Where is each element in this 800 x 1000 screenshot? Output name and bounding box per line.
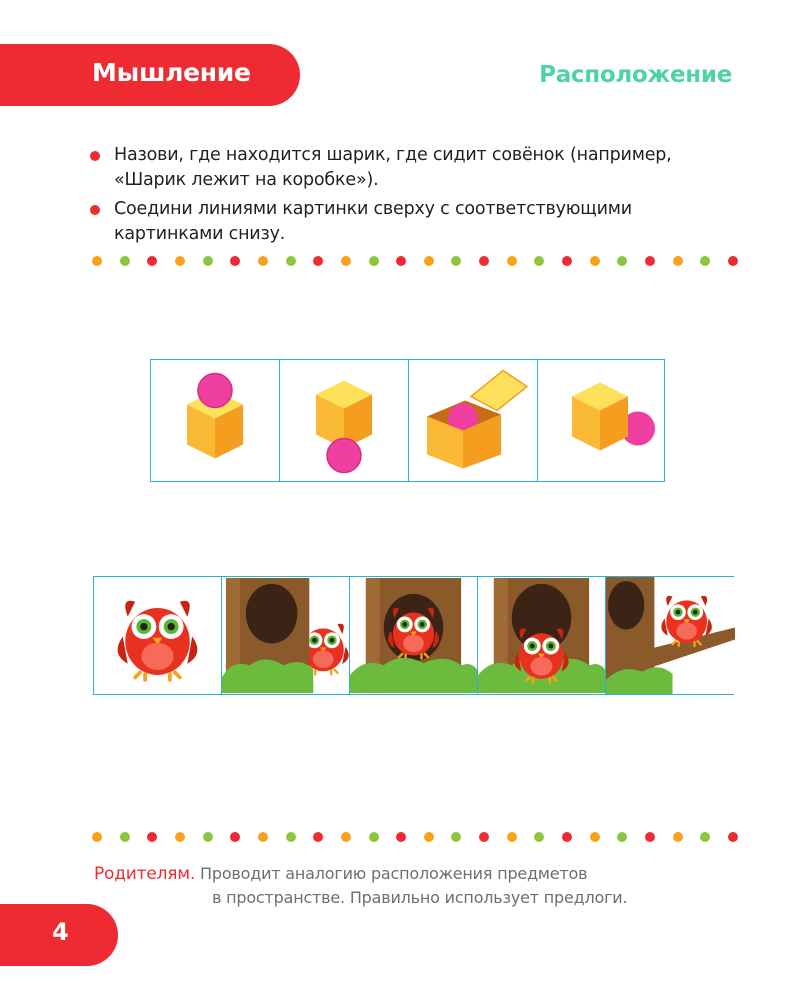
divider-dot [341, 256, 351, 266]
section-title: Расположение [539, 62, 732, 88]
divider-dot [286, 832, 296, 842]
owl-on-branch-picture [606, 577, 735, 694]
parents-note [94, 862, 734, 910]
instruction-1 [88, 143, 748, 193]
divider-dot [451, 832, 461, 842]
divider-dot [479, 832, 489, 842]
divider-dot [313, 832, 323, 842]
divider-dot [396, 832, 406, 842]
divider-dot [396, 256, 406, 266]
divider-dot [534, 256, 544, 266]
picture-ball-on-box[interactable] [151, 360, 280, 481]
picture-owl-standalone[interactable] [94, 577, 222, 694]
picture-ball-in-box[interactable] [409, 360, 538, 481]
picture-ball-under-box[interactable] [280, 360, 409, 481]
divider-dot [147, 256, 157, 266]
divider-dot [369, 832, 379, 842]
instruction-1-line-1: Назови, где находится шарик, где сидит совёнок (например, [114, 145, 672, 165]
divider-dot [617, 832, 627, 842]
instruction-2 [88, 197, 748, 247]
divider-dot [147, 832, 157, 842]
picture-owl-behind-tree[interactable] [222, 577, 350, 694]
ball-in-box-picture [409, 360, 537, 481]
divider-dot [673, 256, 683, 266]
divider-dot [120, 256, 130, 266]
divider-dot [645, 832, 655, 842]
divider-dot [479, 256, 489, 266]
divider-dot [562, 256, 572, 266]
divider-dot [534, 832, 544, 842]
owl-standalone-picture [94, 577, 221, 694]
divider-dot [92, 256, 102, 266]
parents-label: Родителям. [94, 864, 196, 884]
divider-dot [507, 256, 517, 266]
bullet-icon [90, 151, 100, 161]
divider-dot [258, 256, 268, 266]
picture-owl-in-front-of-tree[interactable] [478, 577, 606, 694]
owl-in-hollow-picture [350, 577, 477, 694]
owl-in-front-of-tree-picture [478, 577, 605, 694]
divider-dot [700, 832, 710, 842]
parents-line-2: в пространстве. Правильно использует предлоги. [212, 888, 628, 907]
picture-ball-behind-box[interactable] [538, 360, 666, 481]
divider-dot [369, 256, 379, 266]
divider-dot [590, 256, 600, 266]
top-picture-strip [150, 359, 665, 482]
instruction-2-line-1: Соедини линиями картинки сверху с соответствующими [114, 199, 632, 219]
divider-dot [120, 832, 130, 842]
owl-behind-tree-picture [222, 577, 349, 694]
category-title: Мышление [92, 58, 251, 87]
instructions [88, 143, 748, 251]
bottom-picture-strip [93, 576, 734, 695]
parents-line-1 [94, 862, 734, 886]
picture-owl-on-branch[interactable] [606, 577, 735, 694]
divider-dot [286, 256, 296, 266]
divider-dot [203, 832, 213, 842]
divider-dot [451, 256, 461, 266]
bullet-icon [90, 205, 100, 215]
divider-dot [175, 256, 185, 266]
divider-dot [617, 256, 627, 266]
dotted-divider-top [92, 256, 738, 268]
divider-dot [728, 832, 738, 842]
divider-dot [728, 256, 738, 266]
divider-dot [562, 832, 572, 842]
divider-dot [424, 832, 434, 842]
parents-text-1: Проводит аналогию расположения предметов [200, 864, 588, 883]
divider-dot [230, 832, 240, 842]
divider-dot [175, 832, 185, 842]
divider-dot [313, 256, 323, 266]
instruction-1-line-2: «Шарик лежит на коробке»). [114, 170, 379, 190]
divider-dot [507, 832, 517, 842]
divider-dot [341, 832, 351, 842]
divider-dot [92, 832, 102, 842]
divider-dot [700, 256, 710, 266]
divider-dot [258, 832, 268, 842]
ball-on-box-picture [151, 360, 279, 481]
divider-dot [203, 256, 213, 266]
page-number: 4 [52, 918, 69, 946]
divider-dot [645, 256, 655, 266]
instruction-2-line-2: картинками снизу. [114, 224, 286, 244]
divider-dot [590, 832, 600, 842]
divider-dot [424, 256, 434, 266]
ball-behind-box-picture [538, 360, 666, 481]
ball-under-box-picture [280, 360, 408, 481]
divider-dot [230, 256, 240, 266]
picture-owl-in-hollow[interactable] [350, 577, 478, 694]
dotted-divider-bottom [92, 832, 738, 844]
divider-dot [673, 832, 683, 842]
